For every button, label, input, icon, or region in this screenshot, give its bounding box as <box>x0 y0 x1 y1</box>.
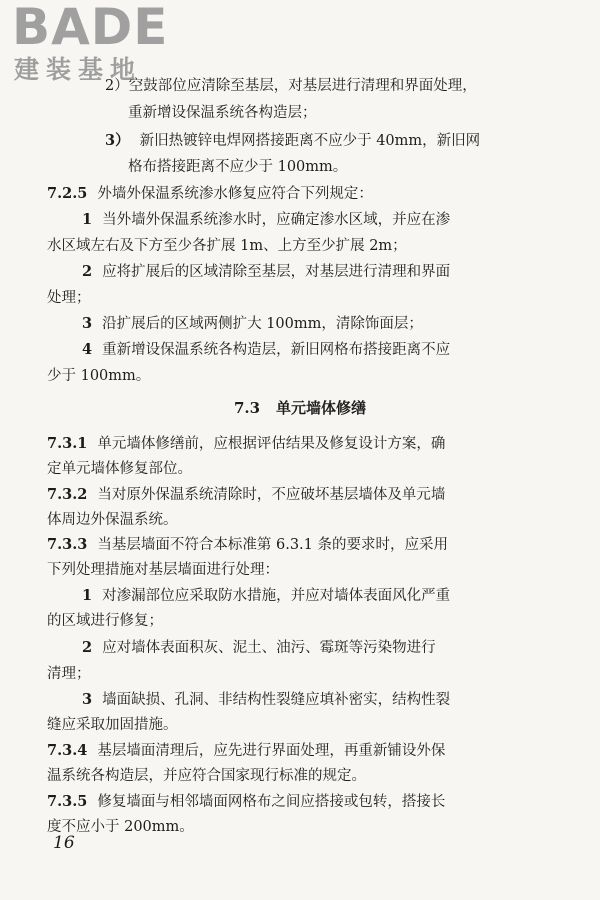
text-line <box>105 76 600 96</box>
line-text: 的区域进行修复； <box>47 613 163 629</box>
text-line <box>82 262 592 282</box>
text-line <box>47 766 557 786</box>
line-text: 处理； <box>47 290 91 306</box>
text-line <box>105 131 600 151</box>
line-text: 当外墙外保温系统渗水时，应确定渗水区域，并应在渗 <box>102 212 451 228</box>
text-line <box>47 459 557 479</box>
clause-number: 7.3.4 <box>47 742 88 759</box>
text-line <box>47 664 557 684</box>
line-text: 单元墙体修缮前，应根据评估结果及修复设计方案，确 <box>97 436 446 452</box>
line-text: 沿扩展后的区域两侧扩大 100mm，清除饰面层； <box>102 316 423 332</box>
text-line <box>47 236 557 256</box>
line-text: 应对墙体表面积灰、泥土、油污、霉斑等污染物进行 <box>102 640 436 656</box>
text-line <box>128 157 600 177</box>
text-line <box>82 586 592 606</box>
line-text: 基层墙面清理后，应先进行界面处理，再重新铺设外保 <box>97 743 446 759</box>
section-heading <box>0 398 600 418</box>
line-text: 定单元墙体修复部位。 <box>47 461 192 477</box>
clause-number: 7.3.5 <box>47 793 88 810</box>
line-text: 当对原外保温系统清除时，不应破坏基层墙体及单元墙 <box>97 487 446 503</box>
clause-7-3-3 <box>47 535 557 555</box>
line-text: 重新增设保温系统各构造层； <box>128 105 317 121</box>
clause-number: 7.3.2 <box>47 486 88 503</box>
line-text: 重新增设保温系统各构造层，新旧网格布搭接距离不应 <box>102 342 451 358</box>
text-line <box>47 510 557 530</box>
item-number: 4 <box>82 341 93 358</box>
line-text: 清理； <box>47 666 91 682</box>
line-text: 新旧热镀锌电焊网搭接距离不应少于 40mm，新旧网 <box>139 133 481 149</box>
item-number: 1 <box>82 211 93 228</box>
text-line <box>47 366 557 386</box>
item-number: 2 <box>82 263 93 280</box>
page-number: 16 <box>53 833 75 853</box>
text-line <box>47 560 557 580</box>
line-text: 墙面缺损、孔洞、非结构性裂缝应填补密实，结构性裂 <box>102 692 451 708</box>
text-line <box>82 314 592 334</box>
clause-7-3-5 <box>47 792 557 812</box>
line-text: 格布搭接距离不应少于 100mm。 <box>128 159 348 175</box>
line-text: 修复墙面与相邻墙面网格布之间应搭接或包转，搭接长 <box>97 794 446 810</box>
logo-brand: BADE <box>12 0 169 56</box>
section-number: 7.3 <box>233 399 261 417</box>
line-text: 对渗漏部位应采取防水措施，并应对墙体表面风化严重 <box>102 588 451 604</box>
line-text: 下列处理措施对基层墙面进行处理： <box>47 562 279 578</box>
clause-number: 7.2.5 <box>47 185 88 202</box>
logo-subtitle: 建装基地 <box>14 55 143 84</box>
item-number: 3） <box>105 132 130 149</box>
clause-7-3-1 <box>47 434 557 454</box>
clause-7-3-2 <box>47 485 557 505</box>
line-text: 2）空鼓部位应清除至基层，对基层进行清理和界面处理， <box>105 78 477 94</box>
text-line <box>82 638 592 658</box>
text-line <box>82 690 592 710</box>
item-number: 1 <box>82 587 93 604</box>
line-text: 应将扩展后的区域清除至基层，对基层进行清理和界面 <box>102 264 451 280</box>
line-text: 外墙外保温系统渗水修复应符合下列规定： <box>97 186 373 202</box>
text-line <box>47 817 557 837</box>
clause-number: 7.3.1 <box>47 435 88 452</box>
text-line <box>128 103 600 123</box>
text-line <box>47 715 557 735</box>
text-line <box>82 340 592 360</box>
clause-7-3-4 <box>47 741 557 761</box>
clause-7-2-5 <box>47 184 557 204</box>
text-line <box>82 210 592 230</box>
item-number: 3 <box>82 691 93 708</box>
line-text: 水区域左右及下方至少各扩展 1m、上方至少扩展 2m； <box>47 238 407 254</box>
line-text: 体周边外保温系统。 <box>47 512 178 528</box>
line-text: 少于 100mm。 <box>47 368 151 384</box>
item-number: 3 <box>82 315 93 332</box>
line-text: 当基层墙面不符合本标准第 6.3.1 条的要求时，应采用 <box>97 537 448 553</box>
section-title-text: 单元墙体修缮 <box>276 399 367 417</box>
line-text: 度不应小于 200mm。 <box>47 819 194 835</box>
clause-number: 7.3.3 <box>47 536 88 553</box>
text-line <box>47 611 557 631</box>
line-text: 缝应采取加固措施。 <box>47 717 178 733</box>
line-text: 温系统各构造层，并应符合国家现行标准的规定。 <box>47 768 366 784</box>
text-line <box>47 288 557 308</box>
item-number: 2 <box>82 639 93 656</box>
